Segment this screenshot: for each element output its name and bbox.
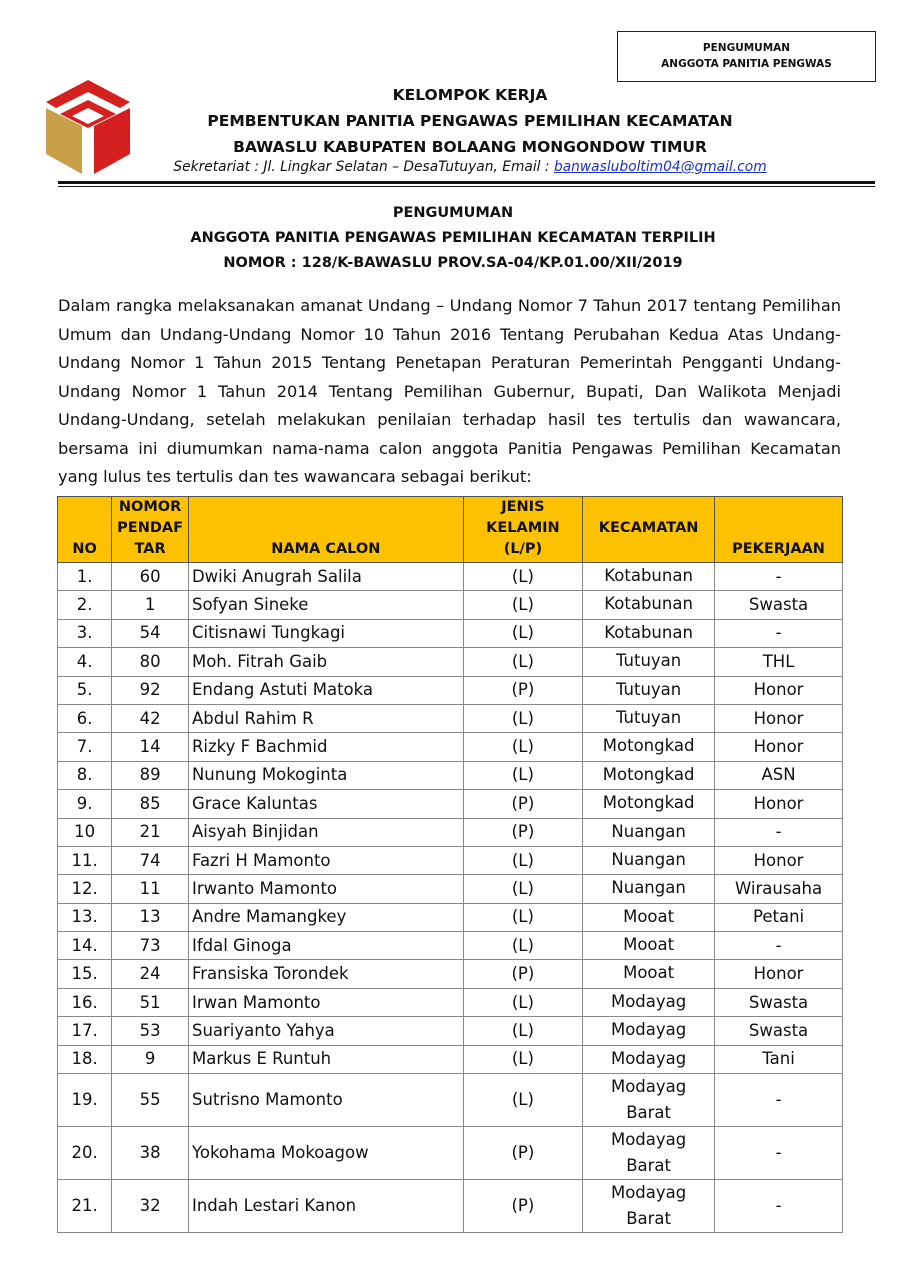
table-row bbox=[58, 932, 843, 960]
cell-no: 19. bbox=[58, 1074, 112, 1127]
cell-no: 3. bbox=[58, 619, 112, 647]
cell-nomor: 60 bbox=[112, 563, 189, 591]
cell-nomor: 51 bbox=[112, 988, 189, 1016]
cell-kecamatan: Nuangan bbox=[583, 846, 715, 874]
cell-jenis-kelamin: (P) bbox=[463, 676, 582, 704]
cell-no: 5. bbox=[58, 676, 112, 704]
cell-no: 16. bbox=[58, 988, 112, 1016]
title-line3: NOMOR : 128/K-BAWASLU PROV.SA-04/KP.01.00/XII/2019 bbox=[223, 255, 683, 271]
table-row bbox=[58, 1180, 843, 1233]
cell-kecamatan: Mooat bbox=[583, 903, 715, 931]
cell-no: 10 bbox=[58, 818, 112, 846]
table-row bbox=[58, 591, 843, 619]
cell-jenis-kelamin: (L) bbox=[463, 619, 582, 647]
intro-paragraph: Dalam rangka melaksanakan amanat Undang – Undang Nomor 7 Tahun 2017 tentang Pemilihan Umum dan Undang-Undang Nomor 10 Tahun 2016 Tentang Perubahan Kedua Atas Undang-Undang Nomor 1 Tahun 2015 Tentang Penetapan Peraturan Pemerintah Pengganti Undang-Undang Nomor 1 Tahun 2014 Tentang Pemilihan Gubernur, Bupati, Dan Walikota Menjadi Undang-Undang, setelah melakukan penilaian terhadap hasil tes tertulis dan wawancara, bersama ini diumumkan nama-nama calon anggota Panitia Pengawas Pemilihan Kecamatan yang lulus tes tertulis dan tes wawancara sebagai berikut: bbox=[58, 296, 841, 486]
cell-pekerjaan: - bbox=[715, 932, 843, 960]
cell-jenis-kelamin: (P) bbox=[463, 1180, 582, 1233]
cell-no: 6. bbox=[58, 704, 112, 732]
org-committee-name: PEMBENTUKAN PANITIA PENGAWAS PEMILIHAN KECAMATAN bbox=[207, 112, 733, 130]
table-row bbox=[58, 1127, 843, 1180]
cell-kecamatan: Tutuyan bbox=[583, 704, 715, 732]
cell-jenis-kelamin: (P) bbox=[463, 818, 582, 846]
cell-no: 12. bbox=[58, 875, 112, 903]
cell-nama: Andre Mamangkey bbox=[188, 903, 463, 931]
announcement-label-box bbox=[617, 31, 876, 82]
table-row bbox=[58, 988, 843, 1016]
header-nomor-2: PENDAF bbox=[117, 520, 183, 536]
cell-kecamatan: Modayag Barat bbox=[583, 1074, 715, 1127]
cell-pekerjaan: Honor bbox=[715, 790, 843, 818]
cell-kecamatan: Nuangan bbox=[583, 875, 715, 903]
cell-no: 8. bbox=[58, 761, 112, 789]
cell-nama: Rizky F Bachmid bbox=[188, 733, 463, 761]
cell-nomor: 85 bbox=[112, 790, 189, 818]
table-row bbox=[58, 704, 843, 732]
cell-no: 4. bbox=[58, 648, 112, 676]
cell-jenis-kelamin: (L) bbox=[463, 733, 582, 761]
cell-no: 17. bbox=[58, 1017, 112, 1045]
cell-nomor: 53 bbox=[112, 1017, 189, 1045]
cell-pekerjaan: Tani bbox=[715, 1045, 843, 1073]
cell-nama: Endang Astuti Matoka bbox=[188, 676, 463, 704]
cell-nomor: 73 bbox=[112, 932, 189, 960]
cell-pekerjaan: ASN bbox=[715, 761, 843, 789]
cell-nomor: 11 bbox=[112, 875, 189, 903]
cell-kecamatan: Mooat bbox=[583, 932, 715, 960]
org-agency-name: BAWASLU KABUPATEN BOLAANG MONGONDOW TIMUR bbox=[233, 138, 707, 156]
header-no: NO bbox=[58, 497, 112, 563]
table-row bbox=[58, 1045, 843, 1073]
cell-nomor: 21 bbox=[112, 818, 189, 846]
table-row bbox=[58, 960, 843, 988]
cell-no: 11. bbox=[58, 846, 112, 874]
letterhead bbox=[120, 82, 820, 160]
cell-jenis-kelamin: (L) bbox=[463, 704, 582, 732]
cell-kecamatan: Modayag bbox=[583, 1045, 715, 1073]
cell-nama: Yokohama Mokoagow bbox=[188, 1127, 463, 1180]
cell-kecamatan: Mooat bbox=[583, 960, 715, 988]
table-row bbox=[58, 733, 843, 761]
cell-nomor: 14 bbox=[112, 733, 189, 761]
cell-pekerjaan: Swasta bbox=[715, 591, 843, 619]
title-line2: ANGGOTA PANITIA PENGAWAS PEMILIHAN KECAMATAN TERPILIH bbox=[190, 230, 716, 246]
cell-pekerjaan: Honor bbox=[715, 676, 843, 704]
cell-no: 1. bbox=[58, 563, 112, 591]
cell-kecamatan: Motongkad bbox=[583, 790, 715, 818]
cell-nama: Fransiska Torondek bbox=[188, 960, 463, 988]
cell-pekerjaan: Petani bbox=[715, 903, 843, 931]
cell-nomor: 13 bbox=[112, 903, 189, 931]
cell-jenis-kelamin: (L) bbox=[463, 1045, 582, 1073]
cell-pekerjaan: - bbox=[715, 1180, 843, 1233]
table-row bbox=[58, 875, 843, 903]
table-row bbox=[58, 1074, 843, 1127]
table-row bbox=[58, 761, 843, 789]
cell-nama: Ifdal Ginoga bbox=[188, 932, 463, 960]
secretariat-address bbox=[100, 157, 840, 177]
header-rule-thin bbox=[58, 186, 875, 187]
cell-nomor: 9 bbox=[112, 1045, 189, 1073]
cell-pekerjaan: Swasta bbox=[715, 988, 843, 1016]
cell-kecamatan: Kotabunan bbox=[583, 563, 715, 591]
cell-nomor: 55 bbox=[112, 1074, 189, 1127]
cell-jenis-kelamin: (L) bbox=[463, 591, 582, 619]
cell-kecamatan: Modayag Barat bbox=[583, 1127, 715, 1180]
cell-pekerjaan: Honor bbox=[715, 846, 843, 874]
cell-pekerjaan: Wirausaha bbox=[715, 875, 843, 903]
cell-nomor: 38 bbox=[112, 1127, 189, 1180]
cell-nama: Sutrisno Mamonto bbox=[188, 1074, 463, 1127]
table-row bbox=[58, 1017, 843, 1045]
header-rule-thick bbox=[58, 181, 875, 184]
cell-nama: Indah Lestari Kanon bbox=[188, 1180, 463, 1233]
cell-nama: Abdul Rahim R bbox=[188, 704, 463, 732]
secretariat-text: Sekretariat : Jl. Lingkar Selatan – DesaTutuyan, Email : bbox=[173, 159, 554, 175]
cell-pekerjaan: - bbox=[715, 619, 843, 647]
cell-nomor: 92 bbox=[112, 676, 189, 704]
corner-box-line1: PENGUMUMAN bbox=[702, 42, 791, 54]
cell-nomor: 80 bbox=[112, 648, 189, 676]
cell-pekerjaan: - bbox=[715, 1127, 843, 1180]
table-row bbox=[58, 903, 843, 931]
cell-nomor: 24 bbox=[112, 960, 189, 988]
cell-no: 21. bbox=[58, 1180, 112, 1233]
cell-no: 20. bbox=[58, 1127, 112, 1180]
announcement-title bbox=[58, 201, 848, 276]
cell-nama: Dwiki Anugrah Salila bbox=[188, 563, 463, 591]
cell-jenis-kelamin: (L) bbox=[463, 988, 582, 1016]
table-row bbox=[58, 790, 843, 818]
cell-no: 13. bbox=[58, 903, 112, 931]
org-group-name: KELOMPOK KERJA bbox=[392, 86, 548, 104]
cell-kecamatan: Tutuyan bbox=[583, 648, 715, 676]
cell-nomor: 54 bbox=[112, 619, 189, 647]
table-row bbox=[58, 676, 843, 704]
cell-kecamatan: Modayag bbox=[583, 1017, 715, 1045]
cell-pekerjaan: - bbox=[715, 563, 843, 591]
header-nama: NAMA CALON bbox=[188, 497, 463, 563]
table-row bbox=[58, 619, 843, 647]
table-row bbox=[58, 648, 843, 676]
cell-no: 9. bbox=[58, 790, 112, 818]
cell-jenis-kelamin: (L) bbox=[463, 563, 582, 591]
cell-nama: Fazri H Mamonto bbox=[188, 846, 463, 874]
email-link[interactable]: banwasluboltim04@gmail.com bbox=[553, 159, 767, 175]
header-nomor-1: NOMOR bbox=[118, 499, 182, 515]
cell-jenis-kelamin: (L) bbox=[463, 846, 582, 874]
cell-nama: Citisnawi Tungkagi bbox=[188, 619, 463, 647]
cell-jenis-kelamin: (L) bbox=[463, 1074, 582, 1127]
header-jk-1: JENIS bbox=[501, 499, 545, 515]
header-nomor-3: TAR bbox=[134, 541, 166, 557]
table-header-row bbox=[58, 497, 843, 563]
cell-jenis-kelamin: (L) bbox=[463, 648, 582, 676]
cell-pekerjaan: Honor bbox=[715, 960, 843, 988]
cell-kecamatan: Modayag Barat bbox=[583, 1180, 715, 1233]
cell-jenis-kelamin: (L) bbox=[463, 903, 582, 931]
header-jk-3: (L/P) bbox=[503, 541, 543, 557]
cell-no: 15. bbox=[58, 960, 112, 988]
table-row bbox=[58, 563, 843, 591]
header-nomor bbox=[112, 497, 189, 563]
cell-jenis-kelamin: (P) bbox=[463, 790, 582, 818]
cell-no: 2. bbox=[58, 591, 112, 619]
cell-pekerjaan: Honor bbox=[715, 704, 843, 732]
table-row bbox=[58, 846, 843, 874]
cell-nomor: 32 bbox=[112, 1180, 189, 1233]
cell-kecamatan: Nuangan bbox=[583, 818, 715, 846]
cell-jenis-kelamin: (L) bbox=[463, 932, 582, 960]
cell-nama: Nunung Mokoginta bbox=[188, 761, 463, 789]
cell-nama: Moh. Fitrah Gaib bbox=[188, 648, 463, 676]
header-kecamatan: KECAMATAN bbox=[583, 497, 715, 563]
header-jk-2: KELAMIN bbox=[486, 520, 560, 536]
cell-nama: Markus E Runtuh bbox=[188, 1045, 463, 1073]
cell-jenis-kelamin: (L) bbox=[463, 875, 582, 903]
cell-kecamatan: Motongkad bbox=[583, 761, 715, 789]
cell-nomor: 89 bbox=[112, 761, 189, 789]
cell-kecamatan: Kotabunan bbox=[583, 619, 715, 647]
title-line1: PENGUMUMAN bbox=[392, 205, 514, 221]
cell-pekerjaan: - bbox=[715, 818, 843, 846]
header-jenis-kelamin bbox=[463, 497, 582, 563]
cell-no: 14. bbox=[58, 932, 112, 960]
cell-jenis-kelamin: (P) bbox=[463, 1127, 582, 1180]
cell-jenis-kelamin: (L) bbox=[463, 761, 582, 789]
cell-nomor: 1 bbox=[112, 591, 189, 619]
cell-jenis-kelamin: (L) bbox=[463, 1017, 582, 1045]
cell-nama: Sofyan Sineke bbox=[188, 591, 463, 619]
corner-box-line2: ANGGOTA PANITIA PENGWAS bbox=[661, 58, 832, 70]
cell-pekerjaan: Swasta bbox=[715, 1017, 843, 1045]
cell-nomor: 74 bbox=[112, 846, 189, 874]
cell-kecamatan: Motongkad bbox=[583, 733, 715, 761]
cell-nomor: 42 bbox=[112, 704, 189, 732]
cell-nama: Irwanto Mamonto bbox=[188, 875, 463, 903]
cell-nama: Aisyah Binjidan bbox=[188, 818, 463, 846]
table-row bbox=[58, 818, 843, 846]
cell-nama: Suariyanto Yahya bbox=[188, 1017, 463, 1045]
cell-jenis-kelamin: (P) bbox=[463, 960, 582, 988]
cell-pekerjaan: THL bbox=[715, 648, 843, 676]
cell-no: 18. bbox=[58, 1045, 112, 1073]
cell-kecamatan: Tutuyan bbox=[583, 676, 715, 704]
members-table bbox=[57, 496, 843, 1233]
cell-kecamatan: Modayag bbox=[583, 988, 715, 1016]
cell-no: 7. bbox=[58, 733, 112, 761]
cell-nama: Irwan Mamonto bbox=[188, 988, 463, 1016]
header-pekerjaan: PEKERJAAN bbox=[715, 497, 843, 563]
cell-nama: Grace Kaluntas bbox=[188, 790, 463, 818]
cell-kecamatan: Kotabunan bbox=[583, 591, 715, 619]
cell-pekerjaan: Honor bbox=[715, 733, 843, 761]
cell-pekerjaan: - bbox=[715, 1074, 843, 1127]
